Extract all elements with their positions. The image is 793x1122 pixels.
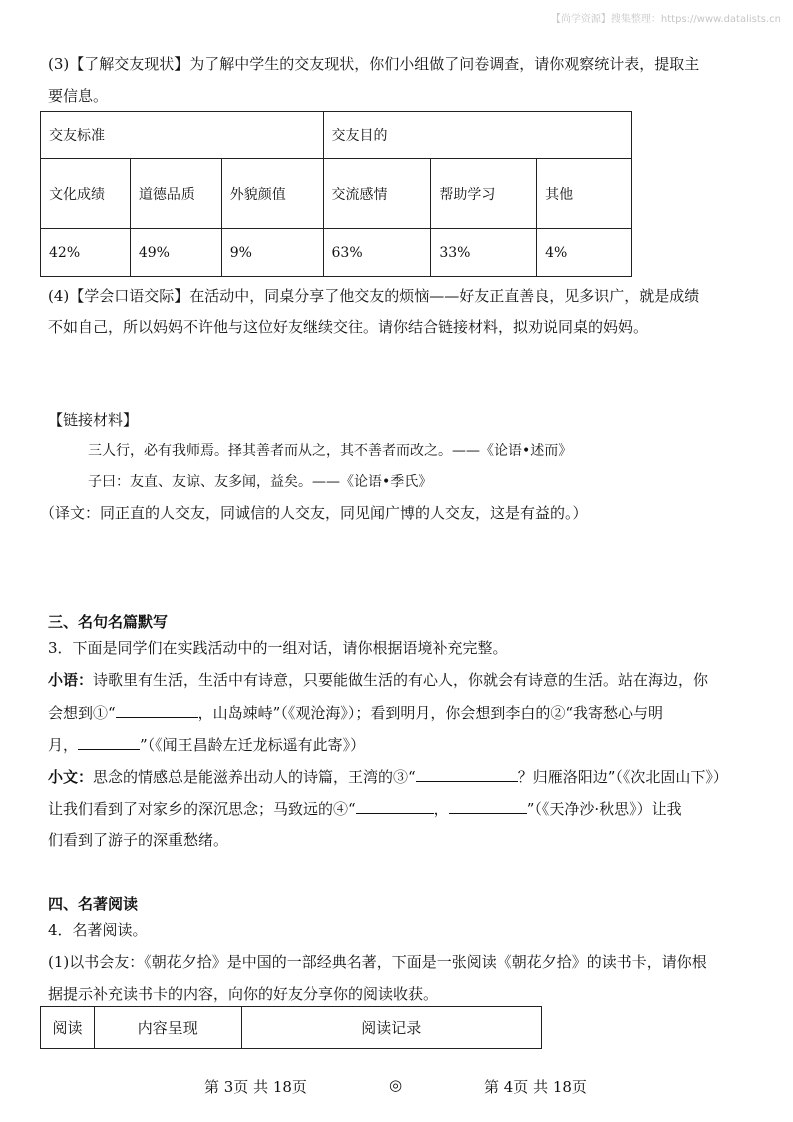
blank-4b[interactable] — [449, 798, 527, 814]
table-cell: 4% — [537, 229, 632, 277]
footer-page-left: 第 3页 共 18页 — [204, 1078, 307, 1096]
link-quote-2: 子曰：友直、友谅、友多闻，益矣。——《论语•季氏》 — [88, 474, 433, 490]
section-3-heading: 三、名句名篇默写 — [48, 613, 169, 631]
blank-2[interactable] — [78, 734, 140, 750]
reading-table-header: 内容呈现 — [94, 1007, 241, 1049]
xiaoyu-text: 月， — [48, 736, 79, 754]
column-header: 其他 — [537, 159, 632, 229]
table-cell: 9% — [221, 229, 323, 277]
xiaowen-text: 让我们看到了对家乡的深沉思念；马致远的④“ — [48, 800, 356, 818]
xiaowen-line-2 — [48, 798, 682, 819]
blank-1[interactable] — [116, 702, 198, 718]
speaker-label-xiaoyu: 小语： — [48, 671, 94, 689]
table-cell: 33% — [431, 229, 537, 277]
blank-4a[interactable] — [356, 798, 434, 814]
link-material-title: 【链接材料】 — [48, 411, 139, 429]
footer-page-right: 第 4页 共 18页 — [484, 1078, 587, 1096]
column-header: 交流感情 — [323, 159, 431, 229]
column-header: 文化成绩 — [41, 159, 131, 229]
section-3-question: 3．下面是同学们在实践活动中的一组对话，请你根据语境补充完整。 — [48, 639, 508, 657]
xiaowen-text: ？归雁洛阳边”（《次北固山下》） — [517, 768, 728, 786]
section-4-para-1: (1)以书会友：《朝花夕拾》是中国的一部经典名著，下面是一张阅读《朝花夕拾》的读书卡，请你根 — [48, 953, 707, 971]
watermark: 【尚学资源】搜集整理：https://www.datalists.cn — [550, 14, 781, 25]
xiaoyu-line-3 — [48, 734, 365, 755]
link-quote-1: 三人行，必有我师焉。择其善者而从之，其不善者而改之。——《论语•述而》 — [88, 443, 573, 459]
footer-separator-icon: ◎ — [389, 1076, 403, 1094]
q3-line-1: (3)【了解交友现状】为了解中学生的交友现状，你们小组做了问卷调查，请你观察统计表，提取主 — [48, 55, 700, 73]
xiaowen-text: 思念的情感总是能滋养出动人的诗篇，王湾的③“ — [93, 768, 416, 786]
blank-3[interactable] — [416, 766, 518, 782]
column-header: 外貌颜值 — [221, 159, 323, 229]
survey-table — [40, 111, 632, 277]
xiaoyu-text: ，山岛竦峙”（《观沧海》）；看到明月，你会想到李白的②“我寄愁心与明 — [197, 704, 664, 722]
table-cell: 49% — [130, 229, 221, 277]
table-cell: 42% — [41, 229, 131, 277]
xiaowen-text: ， — [433, 800, 449, 818]
reading-table-header: 阅读 — [41, 1007, 95, 1049]
xiaoyu-text: ”（《闻王昌龄左迁龙标遥有此寄》） — [140, 736, 366, 754]
table-cell: 63% — [323, 229, 431, 277]
xiaowen-line-3: 们看到了游子的深重愁绪。 — [48, 831, 229, 849]
link-translation: （译文：同正直的人交友，同诚信的人交友，同见闻广博的人交友，这是有益的。） — [40, 504, 588, 522]
group-header-standard: 交友标准 — [41, 112, 324, 159]
section-4-question: 4．名著阅读。 — [48, 921, 148, 939]
section-4-heading: 四、名著阅读 — [48, 895, 139, 913]
xiaowen-text: ”（《天净沙·秋思》）让我 — [526, 800, 682, 818]
xiaoyu-line-1 — [48, 670, 708, 690]
xiaoyu-line-2 — [48, 702, 663, 723]
q4-line-2: 不如自己，所以妈妈不许他与这位好友继续交往。请你结合链接材料，拟劝说同桌的妈妈。 — [48, 318, 649, 336]
reading-card-table — [40, 1006, 542, 1049]
q4-line-1: (4)【学会口语交际】在活动中，同桌分享了他交友的烦恼——好友正直善良，见多识广，就是成绩 — [48, 287, 700, 305]
speaker-label-xiaowen: 小文： — [48, 768, 94, 786]
reading-table-header: 阅读记录 — [241, 1007, 541, 1049]
column-header: 帮助学习 — [431, 159, 537, 229]
group-header-purpose: 交友目的 — [323, 112, 631, 159]
section-4-para-2: 据提示补充读书卡的内容，向你的好友分享你的阅读收获。 — [48, 985, 439, 1003]
column-header: 道德品质 — [130, 159, 221, 229]
xiaoyu-text: 诗歌里有生活，生活中有诗意，只要能做生活的有心人，你就会有诗意的生活。站在海边，你 — [93, 671, 709, 689]
xiaowen-line-1 — [48, 766, 728, 787]
q3-line-2: 要信息。 — [48, 87, 109, 105]
xiaoyu-text: 会想到①“ — [48, 704, 116, 722]
